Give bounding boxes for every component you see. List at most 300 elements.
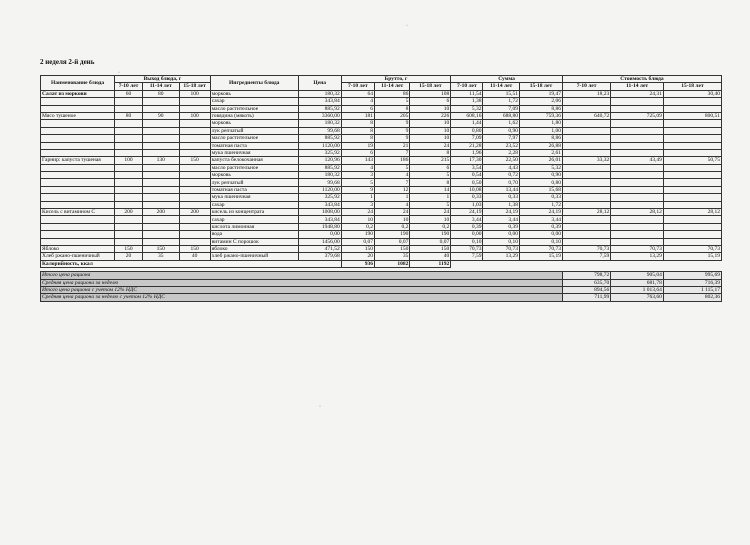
cost-cell: 725,09 bbox=[611, 112, 664, 119]
table-row bbox=[41, 172, 722, 179]
dish-name-cell bbox=[41, 231, 115, 238]
cost-cell: 800,51 bbox=[663, 112, 721, 119]
totals-value: 1 115,17 bbox=[663, 286, 721, 293]
brutto-cell: 4 bbox=[341, 164, 374, 171]
table-row bbox=[41, 105, 722, 112]
sum-cell: 0,50 bbox=[451, 179, 483, 186]
cost-cell bbox=[562, 149, 610, 156]
price-cell: 1120,00 bbox=[298, 186, 341, 193]
calories-label: Калорийность, ккал bbox=[41, 260, 342, 267]
sum-cell: 0,54 bbox=[451, 172, 483, 179]
cost-cell: 24,31 bbox=[611, 90, 664, 97]
yield-cell: 150 bbox=[143, 245, 180, 252]
yield-cell bbox=[115, 238, 143, 245]
age-header: 7-10 лет bbox=[115, 83, 143, 90]
dish-name-cell: Мясо тушеное bbox=[41, 112, 115, 119]
yield-cell: 150 bbox=[179, 245, 210, 252]
totals-row bbox=[41, 279, 722, 286]
brutto-cell: 190 bbox=[410, 231, 451, 238]
price-cell: 3360,00 bbox=[298, 112, 341, 119]
ingredient-cell: морковь bbox=[210, 172, 298, 179]
yield-cell bbox=[143, 231, 180, 238]
sum-cell: 8,86 bbox=[519, 135, 562, 142]
sum-cell: 0,80 bbox=[519, 179, 562, 186]
cost-cell bbox=[611, 135, 664, 142]
brutto-cell: 3 bbox=[341, 172, 374, 179]
brutto-cell: 8 bbox=[374, 105, 409, 112]
age-header: 11-14 лет bbox=[374, 83, 409, 90]
dish-name-cell bbox=[41, 98, 115, 105]
table-row bbox=[41, 98, 722, 105]
yield-cell bbox=[179, 142, 210, 149]
brutto-cell: 24 bbox=[374, 209, 409, 216]
cost-cell bbox=[663, 142, 721, 149]
price-cell: 885,92 bbox=[298, 105, 341, 112]
price-cell: 379,68 bbox=[298, 253, 341, 260]
cost-cell bbox=[611, 223, 664, 230]
yield-cell bbox=[143, 105, 180, 112]
sum-cell: 70,73 bbox=[519, 245, 562, 252]
dish-name-cell: Гарнир: капуста тушеная bbox=[41, 157, 115, 164]
price-cell: 885,92 bbox=[298, 164, 341, 171]
dish-name-cell bbox=[41, 120, 115, 127]
dish-name-cell bbox=[41, 216, 115, 223]
brutto-cell: 9 bbox=[374, 120, 409, 127]
sum-cell: 2,06 bbox=[519, 98, 562, 105]
yield-cell bbox=[143, 179, 180, 186]
table-row bbox=[41, 231, 722, 238]
sum-cell: 15,19 bbox=[519, 253, 562, 260]
yield-cell bbox=[179, 238, 210, 245]
yield-cell bbox=[179, 194, 210, 201]
price-cell: 180,32 bbox=[298, 90, 341, 97]
table-row bbox=[41, 238, 722, 245]
brutto-cell: 6 bbox=[410, 98, 451, 105]
brutto-cell: 0,07 bbox=[410, 238, 451, 245]
brutto-cell: 24 bbox=[410, 209, 451, 216]
yield-cell: 100 bbox=[115, 157, 143, 164]
brutto-cell: 6 bbox=[341, 149, 374, 156]
brutto-cell: 186 bbox=[374, 157, 409, 164]
yield-cell bbox=[179, 127, 210, 134]
totals-value: 894,56 bbox=[562, 286, 610, 293]
yield-cell bbox=[179, 223, 210, 230]
brutto-cell: 35 bbox=[374, 253, 409, 260]
yield-cell bbox=[143, 135, 180, 142]
yield-cell bbox=[115, 164, 143, 171]
dish-name-cell bbox=[41, 201, 115, 208]
yield-cell bbox=[179, 135, 210, 142]
header-price: Цена bbox=[298, 76, 341, 91]
menu-table bbox=[40, 75, 722, 302]
header-ingredients: Ингредиенты блюда bbox=[210, 76, 298, 91]
scan-mark: · bbox=[319, 404, 321, 410]
table-row bbox=[41, 120, 722, 127]
brutto-cell: 21 bbox=[374, 142, 409, 149]
cost-cell bbox=[663, 186, 721, 193]
cost-cell bbox=[663, 164, 721, 171]
sum-cell: 10,08 bbox=[451, 186, 483, 193]
yield-cell: 200 bbox=[143, 209, 180, 216]
brutto-cell: 20 bbox=[341, 253, 374, 260]
ingredient-cell: капуста белокочанная bbox=[210, 157, 298, 164]
cost-cell bbox=[663, 172, 721, 179]
yield-cell bbox=[143, 142, 180, 149]
yield-cell bbox=[115, 186, 143, 193]
table-row bbox=[41, 201, 722, 208]
brutto-cell: 24 bbox=[410, 142, 451, 149]
yield-cell: 150 bbox=[115, 245, 143, 252]
cost-cell bbox=[611, 127, 664, 134]
cost-cell bbox=[611, 164, 664, 171]
menu-table-body bbox=[41, 90, 722, 260]
dish-name-cell bbox=[41, 179, 115, 186]
price-cell: 1948,80 bbox=[298, 223, 341, 230]
sum-cell: 4,43 bbox=[483, 164, 520, 171]
cost-cell bbox=[611, 201, 664, 208]
cost-cell bbox=[611, 105, 664, 112]
brutto-cell: 9 bbox=[374, 127, 409, 134]
brutto-cell: 4 bbox=[341, 98, 374, 105]
yield-cell bbox=[179, 120, 210, 127]
brutto-cell: 0,2 bbox=[410, 223, 451, 230]
brutto-cell: 7 bbox=[374, 179, 409, 186]
yield-cell bbox=[115, 179, 143, 186]
sum-cell: 1,72 bbox=[483, 98, 520, 105]
brutto-cell: 12 bbox=[374, 186, 409, 193]
brutto-cell: 5 bbox=[341, 179, 374, 186]
sum-cell: 7,09 bbox=[483, 105, 520, 112]
table-row bbox=[41, 245, 722, 252]
yield-cell bbox=[115, 223, 143, 230]
table-row bbox=[41, 157, 722, 164]
sum-cell: 0,33 bbox=[519, 194, 562, 201]
yield-cell bbox=[179, 172, 210, 179]
totals-value: 681,78 bbox=[611, 279, 664, 286]
sum-cell: 21,28 bbox=[451, 142, 483, 149]
yield-cell bbox=[143, 149, 180, 156]
brutto-cell: 7 bbox=[374, 149, 409, 156]
cost-cell bbox=[663, 231, 721, 238]
table-row bbox=[41, 112, 722, 119]
table-row bbox=[41, 142, 722, 149]
yield-cell: 80 bbox=[143, 90, 180, 97]
yield-cell bbox=[179, 186, 210, 193]
cost-cell bbox=[562, 201, 610, 208]
yield-cell: 60 bbox=[115, 90, 143, 97]
dish-name-cell: Хлеб ржано-пшеничный bbox=[41, 253, 115, 260]
ingredient-cell: кислота лимонная bbox=[210, 223, 298, 230]
cost-cell bbox=[562, 186, 610, 193]
table-row bbox=[41, 216, 722, 223]
age-header: 15-18 лет bbox=[179, 83, 210, 90]
totals-section bbox=[41, 272, 722, 302]
cost-cell: 50,75 bbox=[663, 157, 721, 164]
yield-cell bbox=[115, 149, 143, 156]
brutto-cell: 190 bbox=[341, 231, 374, 238]
brutto-cell: 226 bbox=[410, 112, 451, 119]
yield-cell: 90 bbox=[143, 112, 180, 119]
sum-cell: 0,33 bbox=[483, 194, 520, 201]
price-cell: 343,84 bbox=[298, 216, 341, 223]
table-row bbox=[41, 253, 722, 260]
brutto-cell: 40 bbox=[410, 253, 451, 260]
brutto-cell: 0,2 bbox=[374, 223, 409, 230]
cost-cell bbox=[663, 179, 721, 186]
cost-cell: 13,29 bbox=[611, 253, 664, 260]
dish-name-cell bbox=[41, 223, 115, 230]
ingredient-cell: масло растительное bbox=[210, 164, 298, 171]
cost-cell bbox=[611, 98, 664, 105]
brutto-cell: 108 bbox=[410, 90, 451, 97]
brutto-cell: 10 bbox=[410, 135, 451, 142]
brutto-cell: 10 bbox=[410, 105, 451, 112]
yield-cell bbox=[143, 238, 180, 245]
price-cell: 180,32 bbox=[298, 120, 341, 127]
yield-cell: 100 bbox=[179, 90, 210, 97]
cost-cell bbox=[663, 194, 721, 201]
cost-cell bbox=[562, 231, 610, 238]
ingredient-cell: сахар bbox=[210, 201, 298, 208]
ingredient-cell: масло растительное bbox=[210, 135, 298, 142]
totals-value: 711,99 bbox=[562, 294, 610, 301]
brutto-cell: 8 bbox=[410, 179, 451, 186]
cost-cell bbox=[562, 172, 610, 179]
yield-cell bbox=[115, 194, 143, 201]
brutto-cell: 8 bbox=[341, 135, 374, 142]
yield-cell bbox=[143, 186, 180, 193]
cost-cell: 28,12 bbox=[611, 209, 664, 216]
sum-cell: 7,97 bbox=[483, 135, 520, 142]
price-cell: 180,32 bbox=[298, 172, 341, 179]
cost-cell bbox=[562, 216, 610, 223]
sum-cell: 11,54 bbox=[451, 90, 483, 97]
sum-cell: 2,28 bbox=[483, 149, 520, 156]
cost-cell bbox=[663, 135, 721, 142]
cost-cell bbox=[611, 149, 664, 156]
sum-cell: 1,03 bbox=[451, 201, 483, 208]
yield-cell: 200 bbox=[115, 209, 143, 216]
table-row bbox=[41, 179, 722, 186]
yield-cell bbox=[143, 194, 180, 201]
yield-cell: 20 bbox=[115, 253, 143, 260]
totals-value: 635,70 bbox=[562, 279, 610, 286]
brutto-cell: 4 bbox=[374, 172, 409, 179]
price-cell: 99,68 bbox=[298, 179, 341, 186]
price-cell: 325,92 bbox=[298, 149, 341, 156]
yield-cell bbox=[115, 127, 143, 134]
totals-label: Итого цена рациона с учетом 12% НДС bbox=[41, 286, 563, 293]
brutto-cell: 64 bbox=[341, 90, 374, 97]
totals-label: Средняя цена рациона за неделю с учетом 12% НДС bbox=[41, 294, 563, 301]
brutto-cell: 9 bbox=[374, 135, 409, 142]
brutto-cell: 6 bbox=[341, 105, 374, 112]
cost-cell: 28,12 bbox=[663, 209, 721, 216]
cost-cell bbox=[562, 105, 610, 112]
sum-cell: 8,86 bbox=[519, 105, 562, 112]
sum-cell: 0,10 bbox=[519, 238, 562, 245]
cost-cell bbox=[562, 98, 610, 105]
header-sum: Сумма bbox=[451, 76, 563, 83]
header-dish-name: Наименование блюда bbox=[41, 76, 115, 91]
page-heading: 2 неделя 2-й день bbox=[40, 58, 95, 66]
yield-cell bbox=[115, 201, 143, 208]
sum-cell: 24,19 bbox=[483, 209, 520, 216]
dish-name-cell bbox=[41, 149, 115, 156]
dish-name-cell bbox=[41, 135, 115, 142]
cost-cell: 70,73 bbox=[611, 245, 664, 252]
brutto-cell: 0,2 bbox=[341, 223, 374, 230]
cost-cell: 15,19 bbox=[663, 253, 721, 260]
sum-cell: 759,36 bbox=[519, 112, 562, 119]
totals-row bbox=[41, 286, 722, 293]
sum-cell: 26,88 bbox=[519, 142, 562, 149]
totals-value: 1 013,64 bbox=[611, 286, 664, 293]
table-row bbox=[41, 194, 722, 201]
totals-value: 716,39 bbox=[663, 279, 721, 286]
price-cell: 325,92 bbox=[298, 194, 341, 201]
yield-cell bbox=[179, 149, 210, 156]
calories-value: 936 bbox=[341, 260, 374, 267]
sum-cell: 0,00 bbox=[483, 231, 520, 238]
brutto-cell: 86 bbox=[374, 90, 409, 97]
sum-cell: 0,10 bbox=[451, 238, 483, 245]
totals-row bbox=[41, 294, 722, 301]
cost-cell bbox=[663, 223, 721, 230]
brutto-cell: 205 bbox=[374, 112, 409, 119]
sum-cell: 7,59 bbox=[451, 253, 483, 260]
cost-cell: 640,72 bbox=[562, 112, 610, 119]
age-header: 15-18 лет bbox=[410, 83, 451, 90]
cost-cell bbox=[562, 238, 610, 245]
cost-cell bbox=[611, 238, 664, 245]
brutto-cell: 14 bbox=[410, 186, 451, 193]
brutto-cell: 1 bbox=[341, 194, 374, 201]
sum-cell: 13,29 bbox=[483, 253, 520, 260]
cost-cell bbox=[611, 194, 664, 201]
cost-cell bbox=[663, 238, 721, 245]
cost-cell: 70,73 bbox=[562, 245, 610, 252]
totals-row bbox=[41, 272, 722, 279]
cost-cell bbox=[611, 120, 664, 127]
yield-cell bbox=[115, 142, 143, 149]
scan-mark: · bbox=[406, 23, 408, 29]
cost-cell: 43,49 bbox=[611, 157, 664, 164]
yield-cell bbox=[143, 216, 180, 223]
dish-name-cell bbox=[41, 172, 115, 179]
dish-name-cell bbox=[41, 164, 115, 171]
cost-cell: 33,32 bbox=[562, 157, 610, 164]
calories-row bbox=[41, 260, 722, 267]
yield-cell: 200 bbox=[179, 209, 210, 216]
age-header: 15-18 лет bbox=[519, 83, 562, 90]
ingredient-cell: говядина (мякоть) bbox=[210, 112, 298, 119]
price-cell: 120,96 bbox=[298, 157, 341, 164]
cost-cell: 70,73 bbox=[663, 245, 721, 252]
cost-cell: 7,59 bbox=[562, 253, 610, 260]
ingredient-cell: мука пшеничная bbox=[210, 149, 298, 156]
sum-cell: 19,47 bbox=[519, 90, 562, 97]
price-cell: 471,52 bbox=[298, 245, 341, 252]
yield-cell bbox=[143, 172, 180, 179]
sum-cell: 1,38 bbox=[451, 98, 483, 105]
brutto-cell: 4 bbox=[374, 201, 409, 208]
sum-cell: 24,19 bbox=[451, 209, 483, 216]
age-header: 11-14 лет bbox=[483, 83, 520, 90]
price-cell: 1456,00 bbox=[298, 238, 341, 245]
brutto-cell: 8 bbox=[341, 127, 374, 134]
ingredient-cell: хлеб ржано-пшеничный bbox=[210, 253, 298, 260]
age-header: 7-10 лет bbox=[451, 83, 483, 90]
ingredient-cell: морковь bbox=[210, 90, 298, 97]
ingredient-cell: вода bbox=[210, 231, 298, 238]
cost-cell bbox=[663, 127, 721, 134]
table-row bbox=[41, 209, 722, 216]
sum-cell: 22,50 bbox=[483, 157, 520, 164]
sum-cell: 0,39 bbox=[483, 223, 520, 230]
sum-cell: 5,32 bbox=[451, 105, 483, 112]
calories-value: 1082 bbox=[374, 260, 409, 267]
age-header: 11-14 лет bbox=[611, 83, 664, 90]
cost-cell bbox=[611, 172, 664, 179]
yield-cell bbox=[179, 179, 210, 186]
brutto-cell: 6 bbox=[410, 164, 451, 171]
totals-value: 802,36 bbox=[663, 294, 721, 301]
brutto-cell: 190 bbox=[374, 231, 409, 238]
cost-cell bbox=[663, 120, 721, 127]
cost-cell: 18,23 bbox=[562, 90, 610, 97]
yield-cell bbox=[179, 164, 210, 171]
sum-cell: 70,73 bbox=[483, 245, 520, 252]
sum-cell: 23,52 bbox=[483, 142, 520, 149]
sum-cell: 24,19 bbox=[519, 209, 562, 216]
brutto-cell: 10 bbox=[341, 216, 374, 223]
brutto-cell: 8 bbox=[410, 149, 451, 156]
sum-cell: 608,16 bbox=[451, 112, 483, 119]
sum-cell: 1,72 bbox=[519, 201, 562, 208]
sum-cell: 70,73 bbox=[451, 245, 483, 252]
sum-cell: 7,09 bbox=[451, 135, 483, 142]
sum-cell: 3,44 bbox=[519, 216, 562, 223]
cost-cell bbox=[611, 186, 664, 193]
cost-cell bbox=[562, 142, 610, 149]
brutto-cell: 0,07 bbox=[374, 238, 409, 245]
yield-cell bbox=[143, 223, 180, 230]
yield-cell: 80 bbox=[115, 112, 143, 119]
cost-cell bbox=[562, 120, 610, 127]
age-header: 7-10 лет bbox=[341, 83, 374, 90]
table-row bbox=[41, 164, 722, 171]
ingredient-cell: мука пшеничная bbox=[210, 194, 298, 201]
yield-cell bbox=[115, 135, 143, 142]
brutto-cell: 0,07 bbox=[341, 238, 374, 245]
yield-cell bbox=[143, 164, 180, 171]
table-row bbox=[41, 186, 722, 193]
cost-cell bbox=[663, 98, 721, 105]
yield-cell bbox=[179, 201, 210, 208]
yield-cell bbox=[115, 216, 143, 223]
yield-cell: 40 bbox=[179, 253, 210, 260]
sum-cell: 5,32 bbox=[519, 164, 562, 171]
cost-cell bbox=[663, 105, 721, 112]
brutto-cell: 150 bbox=[410, 245, 451, 252]
yield-cell: 35 bbox=[143, 253, 180, 260]
dish-name-cell: Салат из моркови bbox=[41, 90, 115, 97]
scan-mark: · bbox=[118, 70, 120, 76]
dish-name-cell bbox=[41, 238, 115, 245]
table-row bbox=[41, 149, 722, 156]
sum-cell: 1,44 bbox=[451, 120, 483, 127]
